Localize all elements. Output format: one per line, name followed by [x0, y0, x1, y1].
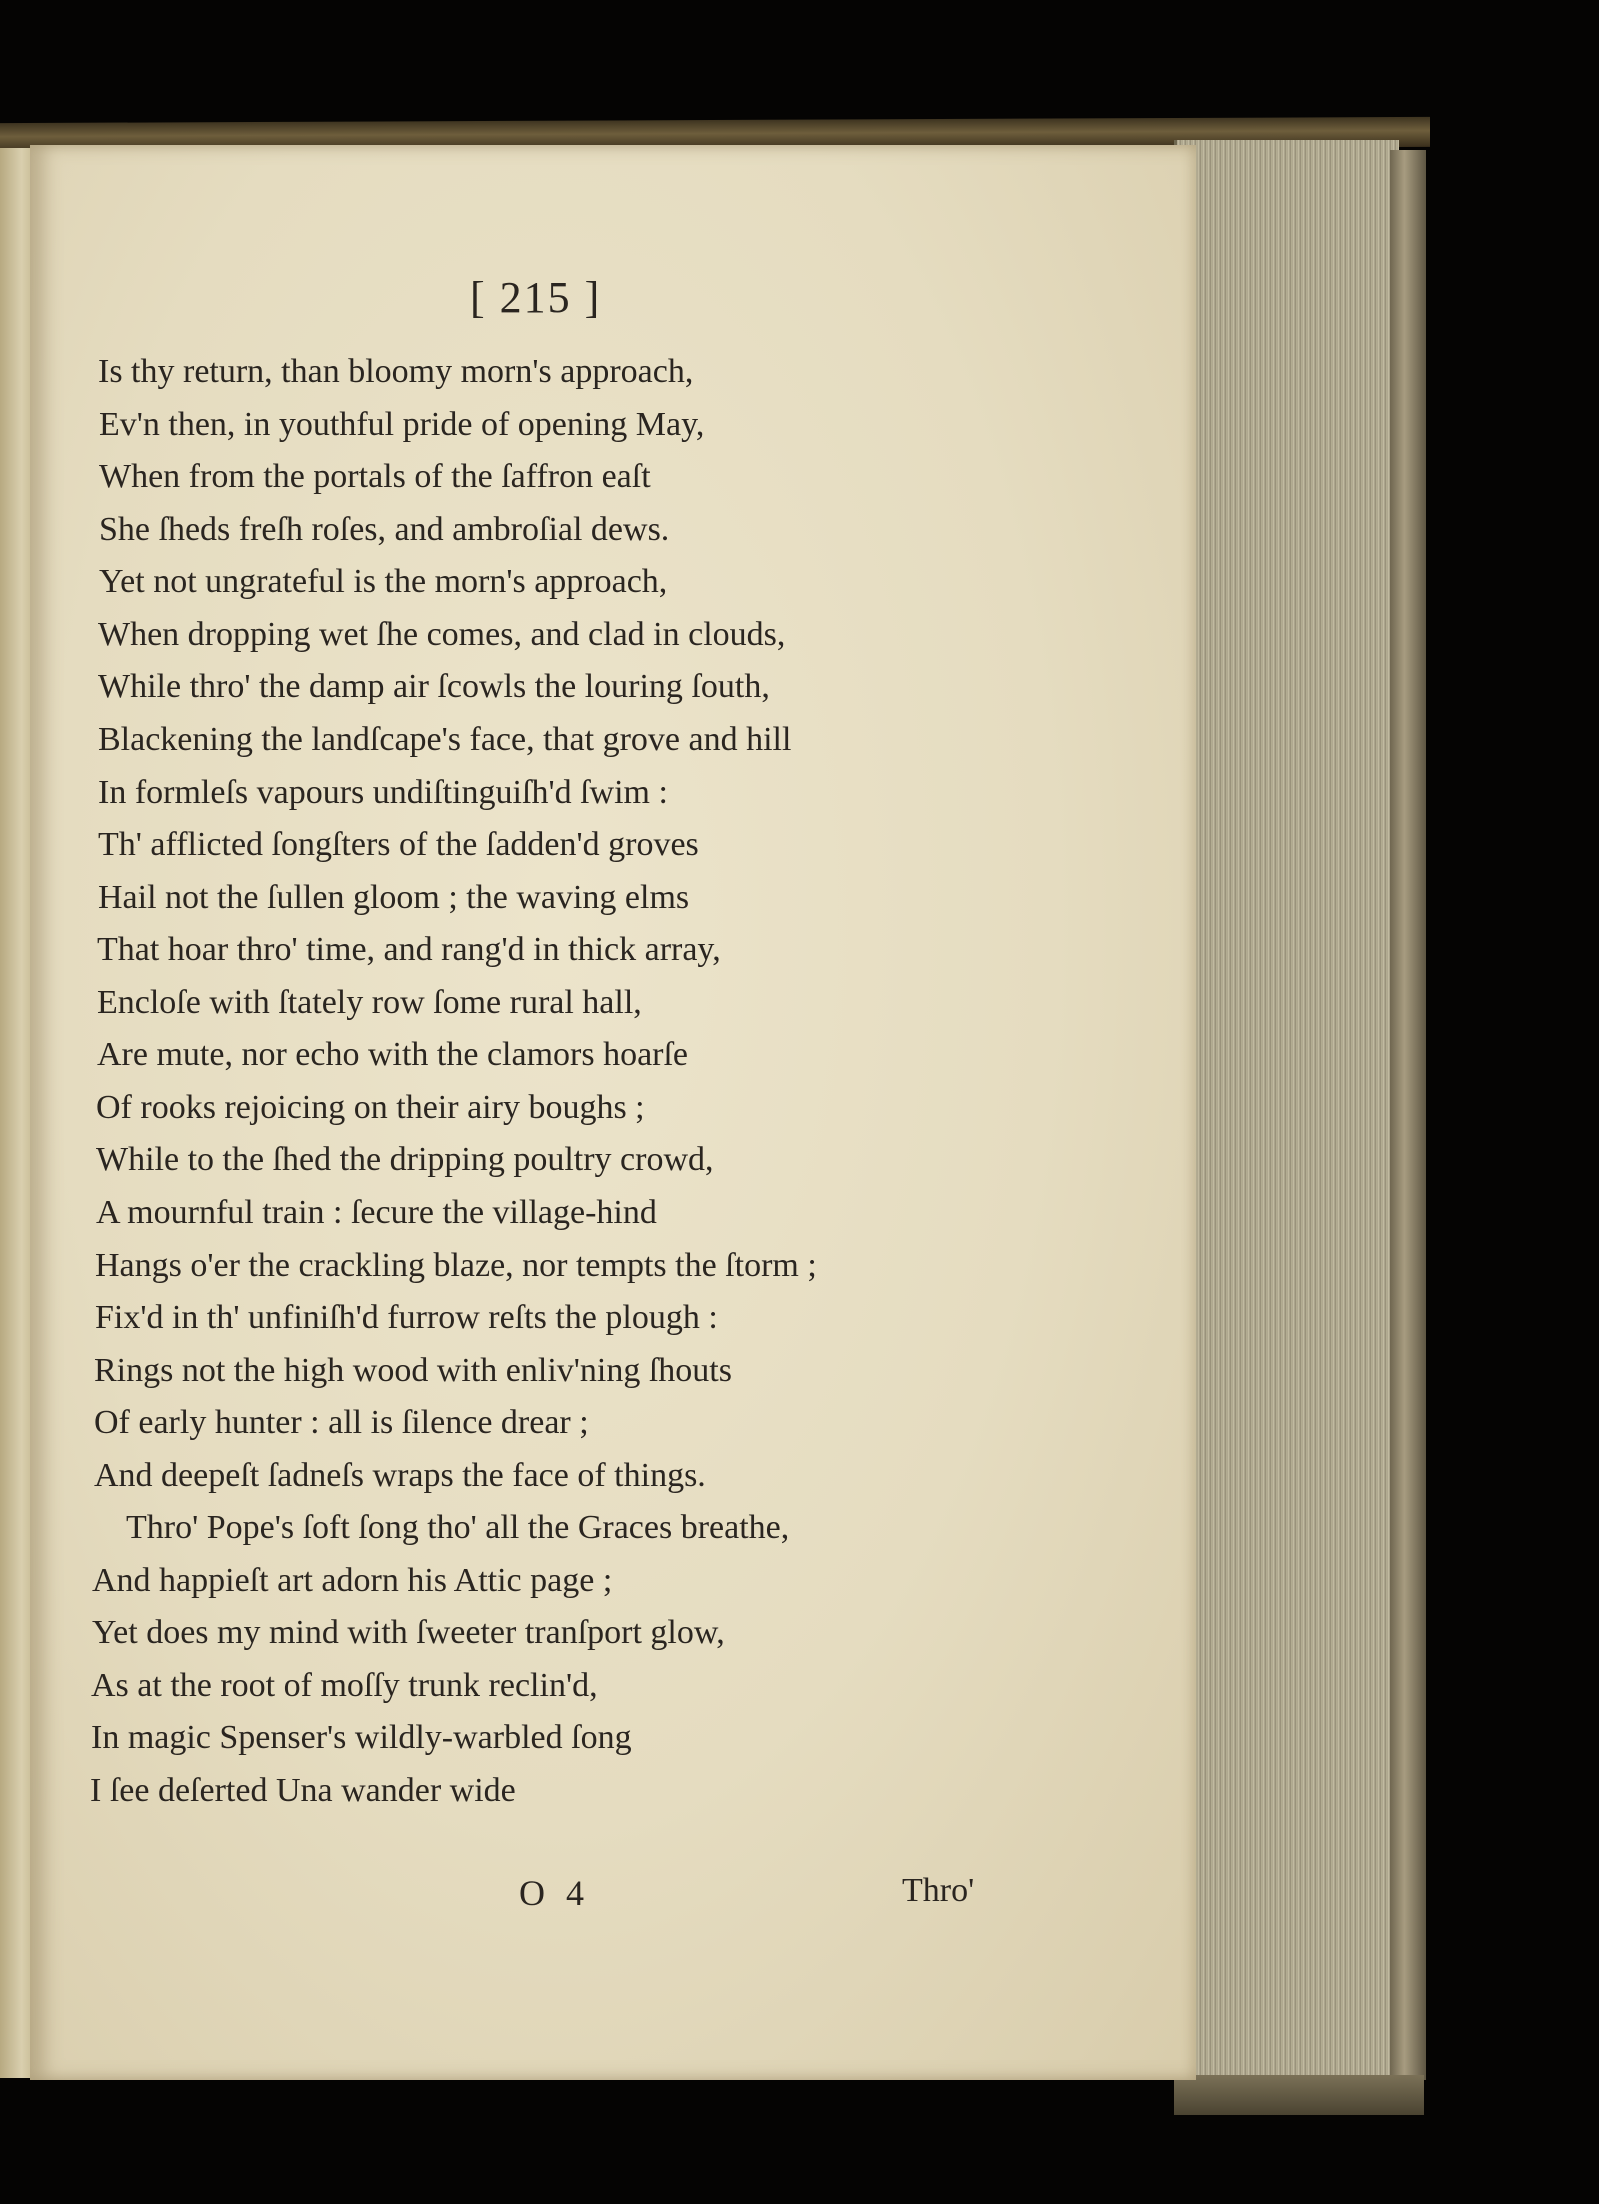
signature-mark: O 4 — [519, 1873, 590, 1913]
poem-line: Yet not ungrateful is the morn's approach, — [99, 563, 668, 600]
poem-line: That hoar thro' time, and rang'd in thick array, — [97, 931, 721, 968]
poem-line: Hangs o'er the crackling blaze, nor tempts the ſtorm ; — [95, 1247, 817, 1284]
poem-line: Is thy return, than bloomy morn's approach, — [98, 353, 694, 390]
poem-line: She ſheds freſh roſes, and ambroſial dews. — [99, 511, 670, 548]
poem-line: Of early hunter : all is ſilence drear ; — [94, 1404, 589, 1441]
poem-line: Ev'n then, in youthful pride of opening May, — [99, 406, 705, 443]
poem-line: As at the root of moſſy trunk reclin'd, — [91, 1667, 598, 1704]
poem-line: While to the ſhed the dripping poultry crowd, — [96, 1141, 714, 1178]
poem-line: When dropping wet ſhe comes, and clad in clouds, — [98, 616, 786, 653]
poem-line: Yet does my mind with ſweeter tranſport glow, — [92, 1614, 725, 1651]
poem-line: Rings not the high wood with enliv'ning ſhouts — [94, 1352, 732, 1389]
poem-line: Are mute, nor echo with the clamors hoarſe — [97, 1036, 689, 1073]
poem-line: And deepeſt ſadneſs wraps the face of things. — [94, 1457, 706, 1494]
poem-line: In magic Spenser's wildly-warbled ſong — [91, 1719, 632, 1756]
poem-line: Encloſe with ſtately row ſome rural hall, — [97, 984, 642, 1021]
poem-line: Of rooks rejoicing on their airy boughs ; — [96, 1089, 645, 1126]
cover-board-bottom — [1174, 2075, 1424, 2115]
poem-line: Blackening the landſcape's face, that grove and hill — [98, 721, 792, 758]
poem-line: And happieſt art adorn his Attic page ; — [92, 1562, 613, 1599]
catchword: Thro' — [902, 1872, 975, 1909]
poem-line-indented: Thro' Pope's ſoft ſong tho' all the Graces breathe, — [126, 1509, 790, 1546]
poem-line: When from the portals of the ſaffron eaſt — [99, 458, 651, 495]
poem-line: Fix'd in th' unfiniſh'd furrow reſts the plough : — [95, 1299, 718, 1336]
poem-line: Hail not the ſullen gloom ; the waving elms — [98, 879, 690, 916]
cover-board-right — [1390, 150, 1426, 2080]
poem-line: Th' afflicted ſongſters of the ſadden'd groves — [98, 826, 699, 863]
poem-line: I ſee deſerted Una wander wide — [90, 1772, 516, 1809]
page-block-edges — [1174, 140, 1399, 2085]
poem-line: A mournful train : ſecure the village-hind — [96, 1194, 657, 1231]
poem-line: In formleſs vapours undiſtinguiſh'd ſwim : — [98, 774, 668, 811]
poem-line: While thro' the damp air ſcowls the louring ſouth, — [98, 668, 770, 705]
page-number-heading: [ 215 ] — [470, 273, 602, 322]
